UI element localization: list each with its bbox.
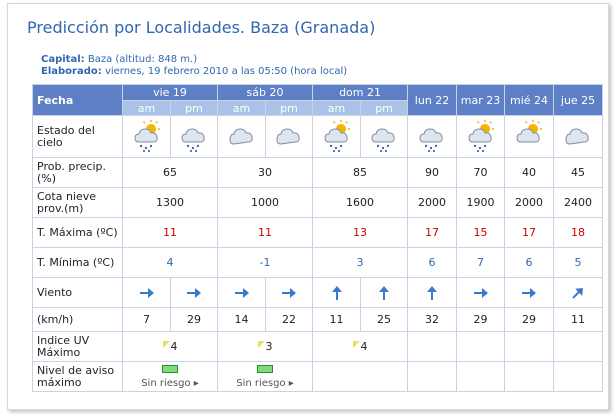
day-header: lun 22 (408, 85, 457, 116)
aviso-row (33, 362, 603, 392)
tmax-value: 15 (457, 218, 505, 248)
day-header: jue 25 (554, 85, 603, 116)
uv-value: 3 (258, 340, 273, 353)
cota-row (33, 188, 603, 218)
wind-speed-value: 29 (171, 308, 218, 332)
page-title: Predicción por Localidades. Baza (Granada) (27, 18, 376, 37)
cota-value: 2400 (554, 188, 603, 218)
pm-header: pm (171, 101, 218, 116)
cloud-rain-icon (408, 116, 457, 158)
wind-arrow-east-icon (218, 278, 266, 308)
wind-speed-value: 22 (266, 308, 313, 332)
row-label-kmh: (km/h) (33, 308, 123, 332)
cloud-icon (554, 116, 603, 158)
risk-arrow-icon[interactable]: ▸ (193, 377, 199, 389)
tmax-value: 11 (218, 218, 313, 248)
tmax-value: 18 (554, 218, 603, 248)
pm-header: pm (361, 101, 408, 116)
cloud-icon (218, 116, 266, 158)
pm-header: pm (266, 101, 313, 116)
row-label-aviso: Nivel de aviso máximo (33, 362, 123, 392)
cota-value: 2000 (408, 188, 457, 218)
fecha-header: Fecha (33, 85, 123, 116)
uv-value: 4 (163, 340, 178, 353)
risk-text: Sin riesgo (236, 377, 286, 389)
wind-arrow-northeast-icon (554, 278, 603, 308)
day-header: mié 24 (505, 85, 554, 116)
risk-arrow-icon[interactable]: ▸ (288, 377, 294, 389)
wind-speed-value: 29 (457, 308, 505, 332)
precip-value: 85 (313, 158, 408, 188)
row-label-viento: Viento (33, 278, 123, 308)
row-label-estado: Estado del cielo (33, 116, 123, 158)
precip-value: 30 (218, 158, 313, 188)
elaborado-label: Elaborado: (41, 66, 102, 77)
row-label-tmax: T. Máxima (ºC) (33, 218, 123, 248)
capital-label: Capital: (41, 54, 85, 65)
uv-row (33, 332, 603, 362)
tmin-value: 5 (554, 248, 603, 278)
aviso-cell[interactable] (123, 362, 218, 392)
cota-value: 2000 (505, 188, 554, 218)
wind-arrow-north-icon (313, 278, 361, 308)
cota-value: 1300 (123, 188, 218, 218)
wind-arrow-east-icon (123, 278, 171, 308)
tmax-value: 13 (313, 218, 408, 248)
risk-text: Sin riesgo (141, 377, 191, 389)
speed-row (33, 308, 603, 332)
cota-value: 1000 (218, 188, 313, 218)
tmin-value: -1 (218, 248, 313, 278)
tmin-value: 7 (457, 248, 505, 278)
elaborado-value: viernes, 19 febrero 2010 a las 05:50 (hora local) (104, 66, 348, 77)
wind-row (33, 278, 603, 308)
wind-speed-value: 29 (505, 308, 554, 332)
cota-value: 1900 (457, 188, 505, 218)
wind-arrow-east-icon (266, 278, 313, 308)
cloud-icon (266, 116, 313, 158)
row-label-precip: Prob. precip.(%) (33, 158, 123, 188)
wind-speed-value: 25 (361, 308, 408, 332)
sun-cloud-icon (505, 116, 554, 158)
precip-value: 70 (457, 158, 505, 188)
sun-cloud-rain-icon (457, 116, 505, 158)
wind-arrow-north-icon (408, 278, 457, 308)
wind-arrow-east-icon (505, 278, 554, 308)
day-header: sáb 20 (218, 85, 313, 101)
am-header: am (313, 101, 361, 116)
am-header: am (123, 101, 171, 116)
capital-value: Baza (altitud: 848 m.) (87, 54, 198, 65)
cloud-rain-icon (171, 116, 218, 158)
tmin-row (33, 248, 603, 278)
wind-speed-value: 11 (313, 308, 361, 332)
day-header: dom 21 (313, 85, 408, 101)
day-header: vie 19 (123, 85, 218, 101)
tmin-value: 6 (505, 248, 554, 278)
sky-row (33, 116, 603, 158)
risk-level-bar (162, 365, 178, 373)
cota-value: 1600 (313, 188, 408, 218)
wind-speed-value: 14 (218, 308, 266, 332)
cloud-rain-icon (361, 116, 408, 158)
tmin-value: 6 (408, 248, 457, 278)
tmin-value: 3 (313, 248, 408, 278)
tmax-value: 17 (505, 218, 554, 248)
sun-cloud-rain-icon (123, 116, 171, 158)
elaborado-line (41, 66, 347, 77)
capital-line (41, 54, 197, 65)
uv-value: 4 (353, 340, 368, 353)
risk-level-bar (257, 365, 273, 373)
wind-arrow-east-icon (171, 278, 218, 308)
wind-arrow-north-icon (361, 278, 408, 308)
tmax-value: 17 (408, 218, 457, 248)
row-label-cota: Cota nieve prov.(m) (33, 188, 123, 218)
wind-speed-value: 11 (554, 308, 603, 332)
forecast-table (32, 84, 603, 392)
sun-cloud-rain-icon (313, 116, 361, 158)
precip-value: 45 (554, 158, 603, 188)
row-label-tmin: T. Mínima (ºC) (33, 248, 123, 278)
wind-speed-value: 7 (123, 308, 171, 332)
precip-value: 40 (505, 158, 554, 188)
precip-value: 65 (123, 158, 218, 188)
day-header: mar 23 (457, 85, 505, 116)
row-label-uv: Indice UV Máximo (33, 332, 123, 362)
aviso-cell[interactable] (218, 362, 313, 392)
precip-row (33, 158, 603, 188)
tmin-value: 4 (123, 248, 218, 278)
tmax-value: 11 (123, 218, 218, 248)
precip-value: 90 (408, 158, 457, 188)
wind-speed-value: 32 (408, 308, 457, 332)
am-header: am (218, 101, 266, 116)
tmax-row (33, 218, 603, 248)
wind-arrow-east-icon (457, 278, 505, 308)
